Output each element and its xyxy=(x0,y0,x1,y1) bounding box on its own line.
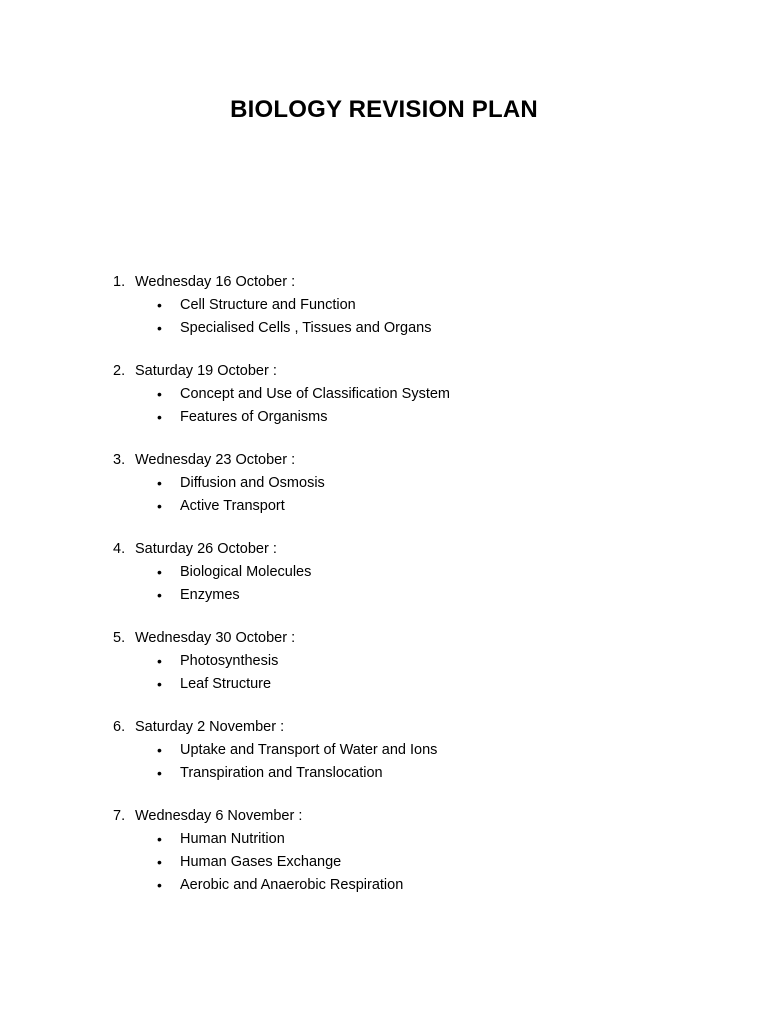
topic-item xyxy=(0,762,768,785)
bullet-icon: • xyxy=(157,676,162,692)
session-heading xyxy=(0,449,768,472)
topic-item xyxy=(0,472,768,495)
topic-list xyxy=(0,650,768,696)
topic-item xyxy=(0,383,768,406)
session-heading xyxy=(0,538,768,561)
topic-list xyxy=(0,739,768,785)
session-heading xyxy=(0,805,768,828)
session-number: 2. xyxy=(113,363,126,379)
session-number: 5. xyxy=(113,630,126,646)
topic-text: Photosynthesis xyxy=(180,653,279,669)
topic-text: Features of Organisms xyxy=(180,409,328,425)
session-heading xyxy=(0,716,768,739)
topic-item xyxy=(0,828,768,851)
topic-text: Cell Structure and Function xyxy=(180,297,356,313)
session-item xyxy=(0,271,768,340)
bullet-icon: • xyxy=(157,831,162,847)
topic-item xyxy=(0,584,768,607)
topic-text: Specialised Cells , Tissues and Organs xyxy=(180,320,432,336)
session-number: 3. xyxy=(113,452,126,468)
topic-text: Human Nutrition xyxy=(180,831,285,847)
session-date: Wednesday 23 October : xyxy=(135,452,296,468)
topic-item xyxy=(0,874,768,897)
session-item xyxy=(0,360,768,429)
session-number: 4. xyxy=(113,541,126,557)
topic-item xyxy=(0,406,768,429)
bullet-icon: • xyxy=(157,297,162,313)
topic-item xyxy=(0,851,768,874)
topic-text: Uptake and Transport of Water and Ions xyxy=(180,742,438,758)
topic-text: Leaf Structure xyxy=(180,676,272,692)
bullet-icon: • xyxy=(157,854,162,870)
topic-text: Biological Molecules xyxy=(180,564,312,580)
bullet-icon: • xyxy=(157,765,162,781)
bullet-icon: • xyxy=(157,386,162,402)
bullet-icon: • xyxy=(157,742,162,758)
bullet-icon: • xyxy=(157,498,162,514)
topic-text: Transpiration and Translocation xyxy=(180,765,383,781)
topic-list xyxy=(0,561,768,607)
session-item xyxy=(0,627,768,696)
topic-item xyxy=(0,650,768,673)
session-number: 1. xyxy=(113,274,126,290)
session-item xyxy=(0,538,768,607)
topic-item xyxy=(0,673,768,696)
session-item xyxy=(0,805,768,897)
session-date: Saturday 19 October : xyxy=(135,363,277,379)
session-heading xyxy=(0,271,768,294)
page-title: BIOLOGY REVISION PLAN xyxy=(230,96,538,123)
topic-item xyxy=(0,561,768,584)
bullet-icon: • xyxy=(157,587,162,603)
session-item xyxy=(0,449,768,518)
topic-item xyxy=(0,317,768,340)
bullet-icon: • xyxy=(157,409,162,425)
session-number: 7. xyxy=(113,808,126,824)
session-date: Saturday 2 November : xyxy=(135,719,285,735)
session-date: Wednesday 30 October : xyxy=(135,630,296,646)
topic-text: Enzymes xyxy=(180,587,240,603)
topic-item xyxy=(0,294,768,317)
session-date: Wednesday 6 November : xyxy=(135,808,303,824)
topic-list xyxy=(0,472,768,518)
session-date: Wednesday 16 October : xyxy=(135,274,296,290)
topic-text: Active Transport xyxy=(180,498,285,514)
session-heading xyxy=(0,627,768,650)
topic-list xyxy=(0,383,768,429)
topic-text: Human Gases Exchange xyxy=(180,854,342,870)
bullet-icon: • xyxy=(157,653,162,669)
topic-list xyxy=(0,828,768,897)
bullet-icon: • xyxy=(157,877,162,893)
bullet-icon: • xyxy=(157,320,162,336)
topic-list xyxy=(0,294,768,340)
bullet-icon: • xyxy=(157,475,162,491)
topic-item xyxy=(0,739,768,762)
session-heading xyxy=(0,360,768,383)
topic-text: Concept and Use of Classification System xyxy=(180,386,450,402)
revision-plan-list xyxy=(0,271,768,917)
topic-text: Diffusion and Osmosis xyxy=(180,475,325,491)
bullet-icon: • xyxy=(157,564,162,580)
topic-text: Aerobic and Anaerobic Respiration xyxy=(180,877,404,893)
session-item xyxy=(0,716,768,785)
topic-item xyxy=(0,495,768,518)
session-number: 6. xyxy=(113,719,126,735)
session-date: Saturday 26 October : xyxy=(135,541,277,557)
